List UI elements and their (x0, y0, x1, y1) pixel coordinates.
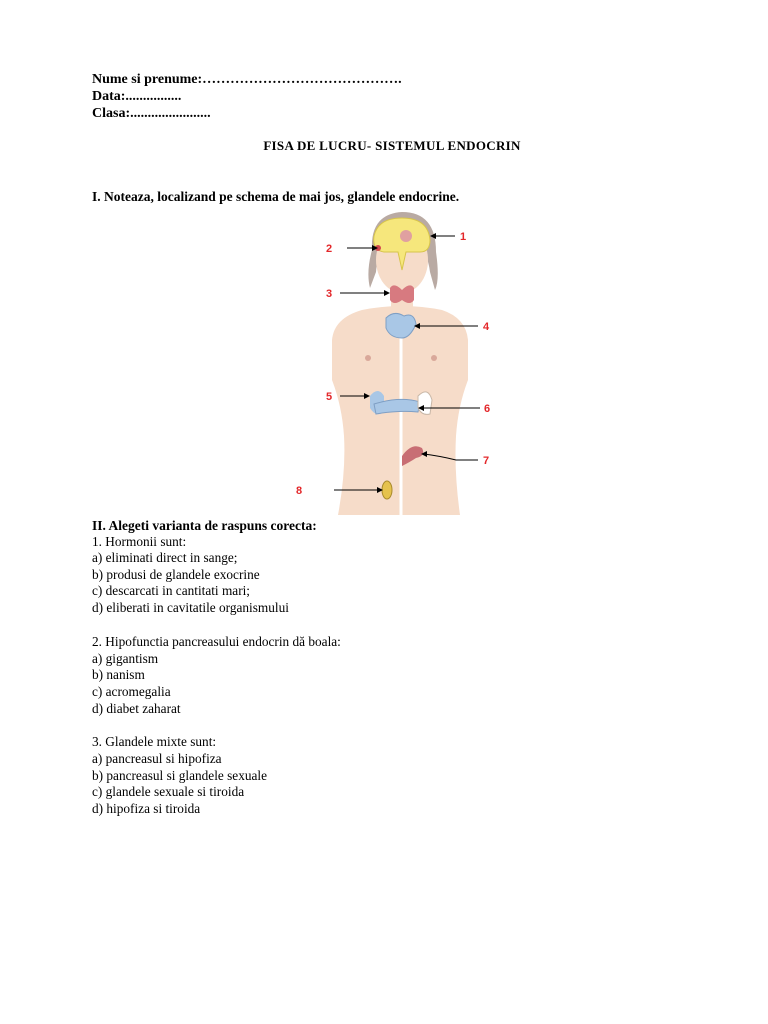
right-kidney-shape (418, 392, 432, 415)
page-title: FISA DE LUCRU- SISTEMUL ENDOCRIN (263, 138, 521, 153)
question-3-option-b: b) pancreasul si glandele sexuale (92, 768, 268, 783)
class-field: Clasa:....................... (92, 106, 211, 121)
question-2-option-d: d) diabet zaharat (92, 701, 181, 716)
question-3: 3. Glandele mixte sunt: (92, 734, 217, 749)
question-1-option-d: d) eliberati in cavitatile organismului (92, 600, 289, 615)
question-2-option-b: b) nanism (92, 667, 145, 682)
section-2-heading: II. Alegeti varianta de raspuns corecta: (92, 518, 317, 533)
question-3-option-d: d) hipofiza si tiroida (92, 801, 201, 816)
question-1-option-a: a) eliminati direct in sange; (92, 550, 238, 565)
label-1: 1 (460, 231, 467, 243)
label-3: 3 (326, 288, 333, 300)
question-2-option-a: a) gigantism (92, 651, 159, 666)
label-6: 6 (484, 403, 491, 415)
label-4: 4 (483, 321, 490, 333)
question-2: 2. Hipofunctia pancreasului endocrin dă boala: (92, 634, 341, 649)
section-1-heading: I. Noteaza, localizand pe schema de mai jos, glandele endocrine. (92, 189, 460, 204)
question-1-option-b: b) produsi de glandele exocrine (92, 567, 260, 582)
pancreas-shape (374, 399, 420, 414)
label-5: 5 (326, 391, 333, 403)
question-1: 1. Hormonii sunt: (92, 534, 187, 549)
testis-shape (382, 481, 392, 499)
question-3-option-a: a) pancreasul si hipofiza (92, 751, 222, 766)
label-8: 8 (296, 485, 303, 497)
question-3-option-c: c) glandele sexuale si tiroida (92, 784, 245, 799)
label-7: 7 (483, 455, 490, 467)
endocrine-diagram (290, 210, 510, 515)
question-2-option-c: c) acromegalia (92, 684, 171, 699)
name-field: Nume si prenume:……………………………………. (92, 72, 402, 87)
date-field: Data:................ (92, 89, 182, 104)
label-2: 2 (326, 243, 333, 255)
question-1-option-c: c) descarcati in cantitati mari; (92, 583, 251, 598)
